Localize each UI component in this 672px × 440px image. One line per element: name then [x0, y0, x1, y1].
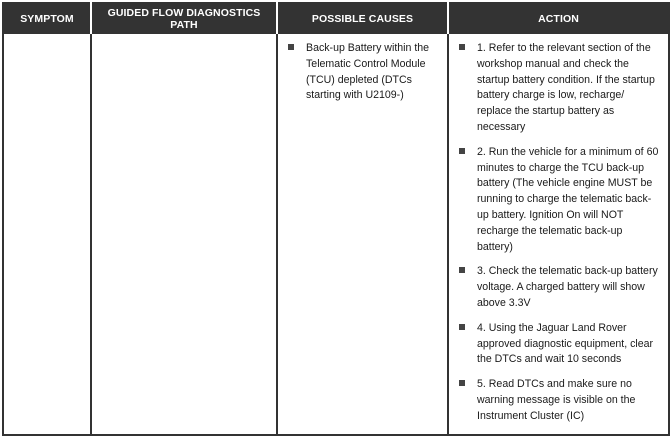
symptom-cell [3, 34, 91, 435]
square-bullet-icon [459, 380, 465, 386]
header-symptom: SYMPTOM [3, 3, 91, 34]
list-item [459, 377, 660, 424]
guided-flow-cell [91, 34, 277, 435]
action-step-text: 4. Using the Jaguar Land Rover approved diagnostic equipment, clear the DTCs and wait 10 seconds [477, 321, 654, 366]
possible-causes-cell [277, 34, 448, 435]
header-row [3, 3, 669, 34]
list-item [459, 145, 660, 256]
square-bullet-icon [288, 44, 294, 50]
list-item [288, 41, 439, 104]
square-bullet-icon [459, 324, 465, 330]
square-bullet-icon [459, 267, 465, 273]
action-cell [448, 34, 669, 435]
table-row [3, 34, 669, 435]
action-step-text: 2. Run the vehicle for a minimum of 60 minutes to charge the TCU back-up battery (The vehicle engine MUST be running to charge the telematic back-up battery. Ignition On will NOT recharge the telematic back-up battery) [477, 145, 659, 253]
square-bullet-icon [459, 148, 465, 154]
header-action: ACTION [448, 3, 669, 34]
action-step-text: 5. Read DTCs and make sure no warning message is visible on the Instrument Cluster (IC) [477, 378, 636, 422]
causes-list [288, 41, 439, 104]
square-bullet-icon [459, 44, 465, 50]
diagnostics-table [2, 2, 670, 436]
action-step-text: 1. Refer to the relevant section of the workshop manual and check the startup battery condition. If the startup battery charge is low, recharge/ replace the startup battery as necessary [477, 42, 655, 133]
list-item [459, 321, 660, 368]
actions-list [459, 41, 660, 425]
header-possible-causes: POSSIBLE CAUSES [277, 3, 448, 34]
list-item [459, 264, 660, 311]
header-guided-flow: GUIDED FLOW DIAGNOSTICS PATH [91, 3, 277, 34]
action-step-text: 3. Check the telematic back-up battery voltage. A charged battery will show above 3.3V [477, 265, 658, 309]
list-item [459, 41, 660, 136]
cause-text: Back-up Battery within the Telematic Control Module (TCU) depleted (DTCs starting with U2109-) [306, 42, 430, 102]
